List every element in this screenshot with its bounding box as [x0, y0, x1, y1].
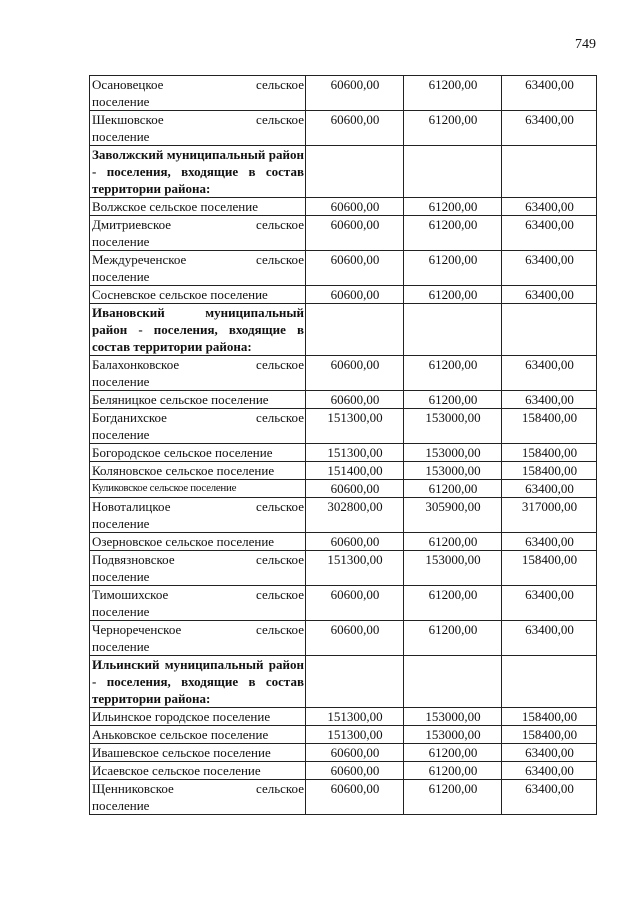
- amount-cell-year-3: 63400,00: [502, 533, 597, 551]
- district-header-row: [90, 304, 597, 356]
- amount-cell-year-3: 63400,00: [502, 762, 597, 780]
- settlement-name-cell: [90, 551, 306, 586]
- amount-cell-year-2: 61200,00: [404, 251, 502, 286]
- settlement-name-first-line: [92, 586, 304, 603]
- amount-cell-year-1: 151300,00: [306, 708, 404, 726]
- amount-cell-year-1: 60600,00: [306, 286, 404, 304]
- amount-cell-year-3: 63400,00: [502, 744, 597, 762]
- settlement-name-cell: Беляницкое сельское поселение: [90, 391, 306, 409]
- amount-cell-year-3: 317000,00: [502, 498, 597, 533]
- settlement-name-first-line: [92, 356, 304, 373]
- amount-cell-year-3: 63400,00: [502, 586, 597, 621]
- settlement-name-cell: Волжское сельское поселение: [90, 198, 306, 216]
- settlement-row: [90, 498, 597, 533]
- settlement-type-word: сельское: [256, 217, 304, 232]
- amount-cell-year-1: [306, 146, 404, 198]
- settlement-name-cell: Сосневское сельское поселение: [90, 286, 306, 304]
- settlement-name-first-line: [92, 76, 304, 93]
- amount-cell-year-2: 61200,00: [404, 533, 502, 551]
- amount-cell-year-2: 61200,00: [404, 356, 502, 391]
- settlement-name-word: Балахонковское: [92, 357, 180, 372]
- settlement-name-rest: поселение: [92, 798, 150, 813]
- settlement-row: [90, 551, 597, 586]
- settlement-row: [90, 251, 597, 286]
- table-body: [90, 76, 597, 815]
- settlement-row: [90, 462, 597, 480]
- amount-cell-year-1: 60600,00: [306, 762, 404, 780]
- settlement-type-word: сельское: [256, 112, 304, 127]
- amount-cell-year-2: 61200,00: [404, 391, 502, 409]
- amount-cell-year-1: 151300,00: [306, 726, 404, 744]
- settlement-name-first-line: [92, 551, 304, 568]
- subsidy-table: [89, 75, 597, 815]
- settlement-name-word: Дмитриевское: [92, 217, 172, 232]
- amount-cell-year-3: 63400,00: [502, 76, 597, 111]
- amount-cell-year-3: 63400,00: [502, 780, 597, 815]
- settlement-name-cell: [90, 621, 306, 656]
- amount-cell-year-3: 158400,00: [502, 409, 597, 444]
- settlement-name-rest: поселение: [92, 269, 150, 284]
- settlement-row: [90, 198, 597, 216]
- settlement-type-word: сельское: [256, 587, 304, 602]
- settlement-name-cell: [90, 111, 306, 146]
- settlement-name-rest: поселение: [92, 427, 150, 442]
- settlement-name-cell: Исаевское сельское поселение: [90, 762, 306, 780]
- amount-cell-year-2: 153000,00: [404, 551, 502, 586]
- settlement-name-first-line: [92, 780, 304, 797]
- settlement-name-word: Новоталицкое: [92, 499, 171, 514]
- settlement-type-word: сельское: [256, 552, 304, 567]
- amount-cell-year-2: 61200,00: [404, 198, 502, 216]
- amount-cell-year-1: 60600,00: [306, 780, 404, 815]
- settlement-name-cell: Коляновское сельское поселение: [90, 462, 306, 480]
- amount-cell-year-1: 60600,00: [306, 586, 404, 621]
- settlement-name-cell: [90, 409, 306, 444]
- amount-cell-year-3: 158400,00: [502, 444, 597, 462]
- amount-cell-year-2: 61200,00: [404, 762, 502, 780]
- settlement-name-cell: [90, 356, 306, 391]
- amount-cell-year-3: 63400,00: [502, 286, 597, 304]
- settlement-name-first-line: [92, 111, 304, 128]
- settlement-row: [90, 111, 597, 146]
- amount-cell-year-3: [502, 304, 597, 356]
- amount-cell-year-1: 60600,00: [306, 621, 404, 656]
- settlement-name-cell: Богородское сельское поселение: [90, 444, 306, 462]
- amount-cell-year-1: 60600,00: [306, 391, 404, 409]
- amount-cell-year-3: 158400,00: [502, 551, 597, 586]
- amount-cell-year-3: 63400,00: [502, 621, 597, 656]
- amount-cell-year-3: 63400,00: [502, 198, 597, 216]
- settlement-name-rest: поселение: [92, 569, 150, 584]
- amount-cell-year-2: 61200,00: [404, 111, 502, 146]
- settlement-name-first-line: [92, 216, 304, 233]
- settlement-name-cell: Куликовское сельское поселение: [90, 480, 306, 498]
- amount-cell-year-1: 60600,00: [306, 198, 404, 216]
- settlement-type-word: сельское: [256, 77, 304, 92]
- amount-cell-year-1: 60600,00: [306, 533, 404, 551]
- amount-cell-year-1: 151300,00: [306, 444, 404, 462]
- district-header-row: [90, 146, 597, 198]
- settlement-name-word: Междуреченское: [92, 252, 187, 267]
- settlement-row: [90, 444, 597, 462]
- amount-cell-year-2: 61200,00: [404, 216, 502, 251]
- amount-cell-year-2: 61200,00: [404, 76, 502, 111]
- amount-cell-year-3: 63400,00: [502, 356, 597, 391]
- settlement-type-word: сельское: [256, 357, 304, 372]
- settlement-type-word: сельское: [256, 410, 304, 425]
- amount-cell-year-3: 158400,00: [502, 726, 597, 744]
- settlement-row: [90, 586, 597, 621]
- amount-cell-year-3: 63400,00: [502, 480, 597, 498]
- settlement-name-rest: поселение: [92, 234, 150, 249]
- amount-cell-year-1: 60600,00: [306, 744, 404, 762]
- amount-cell-year-2: [404, 146, 502, 198]
- settlement-name-word: Подвязновское: [92, 552, 175, 567]
- settlement-row: [90, 726, 597, 744]
- settlement-type-word: сельское: [256, 252, 304, 267]
- settlement-row: [90, 216, 597, 251]
- amount-cell-year-2: 153000,00: [404, 726, 502, 744]
- amount-cell-year-1: 60600,00: [306, 480, 404, 498]
- settlement-name-word: Богданихское: [92, 410, 167, 425]
- amount-cell-year-1: 151300,00: [306, 551, 404, 586]
- district-name-cell: Ильинский муниципальный район - поселения, входящие в состав территории района:: [90, 656, 306, 708]
- amount-cell-year-2: [404, 304, 502, 356]
- settlement-name-word: Осановецкое: [92, 77, 164, 92]
- amount-cell-year-3: 63400,00: [502, 216, 597, 251]
- amount-cell-year-2: 153000,00: [404, 462, 502, 480]
- settlement-name-cell: [90, 780, 306, 815]
- amount-cell-year-1: 302800,00: [306, 498, 404, 533]
- amount-cell-year-2: 61200,00: [404, 480, 502, 498]
- amount-cell-year-3: 158400,00: [502, 462, 597, 480]
- settlement-type-word: сельское: [256, 622, 304, 637]
- settlement-name-cell: [90, 216, 306, 251]
- amount-cell-year-1: [306, 304, 404, 356]
- settlement-row: [90, 708, 597, 726]
- amount-cell-year-2: 61200,00: [404, 780, 502, 815]
- settlement-name-cell: [90, 586, 306, 621]
- settlement-name-cell: Ивашевское сельское поселение: [90, 744, 306, 762]
- settlement-row: [90, 533, 597, 551]
- settlement-row: [90, 356, 597, 391]
- settlement-row: [90, 744, 597, 762]
- amount-cell-year-1: 151300,00: [306, 409, 404, 444]
- settlement-name-word: Чернореченское: [92, 622, 182, 637]
- amount-cell-year-3: 158400,00: [502, 708, 597, 726]
- settlement-row: [90, 480, 597, 498]
- amount-cell-year-3: [502, 656, 597, 708]
- settlement-name-cell: Аньковское сельское поселение: [90, 726, 306, 744]
- page-number: 749: [575, 37, 596, 52]
- amount-cell-year-3: 63400,00: [502, 391, 597, 409]
- settlement-name-rest: поселение: [92, 604, 150, 619]
- amount-cell-year-2: 61200,00: [404, 586, 502, 621]
- settlement-name-cell: Озерновское сельское поселение: [90, 533, 306, 551]
- settlement-name-rest: поселение: [92, 94, 150, 109]
- settlement-name-first-line: [92, 409, 304, 426]
- amount-cell-year-1: 151400,00: [306, 462, 404, 480]
- amount-cell-year-3: 63400,00: [502, 251, 597, 286]
- amount-cell-year-2: 61200,00: [404, 286, 502, 304]
- amount-cell-year-2: 305900,00: [404, 498, 502, 533]
- settlement-name-word: Шекшовское: [92, 112, 164, 127]
- settlement-name-cell: [90, 498, 306, 533]
- amount-cell-year-1: 60600,00: [306, 356, 404, 391]
- settlement-row: [90, 762, 597, 780]
- settlement-name-word: Щенниковское: [92, 781, 174, 796]
- amount-cell-year-3: 63400,00: [502, 111, 597, 146]
- settlement-row: [90, 76, 597, 111]
- settlement-name-rest: поселение: [92, 129, 150, 144]
- settlement-name-rest: поселение: [92, 516, 150, 531]
- amount-cell-year-2: 61200,00: [404, 621, 502, 656]
- settlement-name-cell: [90, 251, 306, 286]
- amount-cell-year-1: 60600,00: [306, 111, 404, 146]
- settlement-row: [90, 780, 597, 815]
- amount-cell-year-1: 60600,00: [306, 76, 404, 111]
- amount-cell-year-2: 153000,00: [404, 708, 502, 726]
- settlement-name-first-line: [92, 251, 304, 268]
- settlement-type-word: сельское: [256, 499, 304, 514]
- settlement-name-first-line: [92, 498, 304, 515]
- settlement-name-rest: поселение: [92, 639, 150, 654]
- settlement-name-word: Тимошихское: [92, 587, 169, 602]
- settlement-name-first-line: [92, 621, 304, 638]
- amount-cell-year-2: 153000,00: [404, 409, 502, 444]
- settlement-name-rest: поселение: [92, 374, 150, 389]
- amount-cell-year-3: [502, 146, 597, 198]
- settlement-name-cell: Ильинское городское поселение: [90, 708, 306, 726]
- amount-cell-year-2: 61200,00: [404, 744, 502, 762]
- amount-cell-year-2: [404, 656, 502, 708]
- settlement-type-word: сельское: [256, 781, 304, 796]
- amount-cell-year-1: 60600,00: [306, 251, 404, 286]
- settlement-row: [90, 391, 597, 409]
- district-header-row: [90, 656, 597, 708]
- settlement-row: [90, 409, 597, 444]
- district-name-cell: Ивановский муниципальный район - поселения, входящие в состав территории района:: [90, 304, 306, 356]
- amount-cell-year-1: [306, 656, 404, 708]
- amount-cell-year-1: 60600,00: [306, 216, 404, 251]
- district-name-cell: Заволжский муниципальный район - поселения, входящие в состав территории района:: [90, 146, 306, 198]
- amount-cell-year-2: 153000,00: [404, 444, 502, 462]
- settlement-row: [90, 621, 597, 656]
- settlement-row: [90, 286, 597, 304]
- settlement-name-cell: [90, 76, 306, 111]
